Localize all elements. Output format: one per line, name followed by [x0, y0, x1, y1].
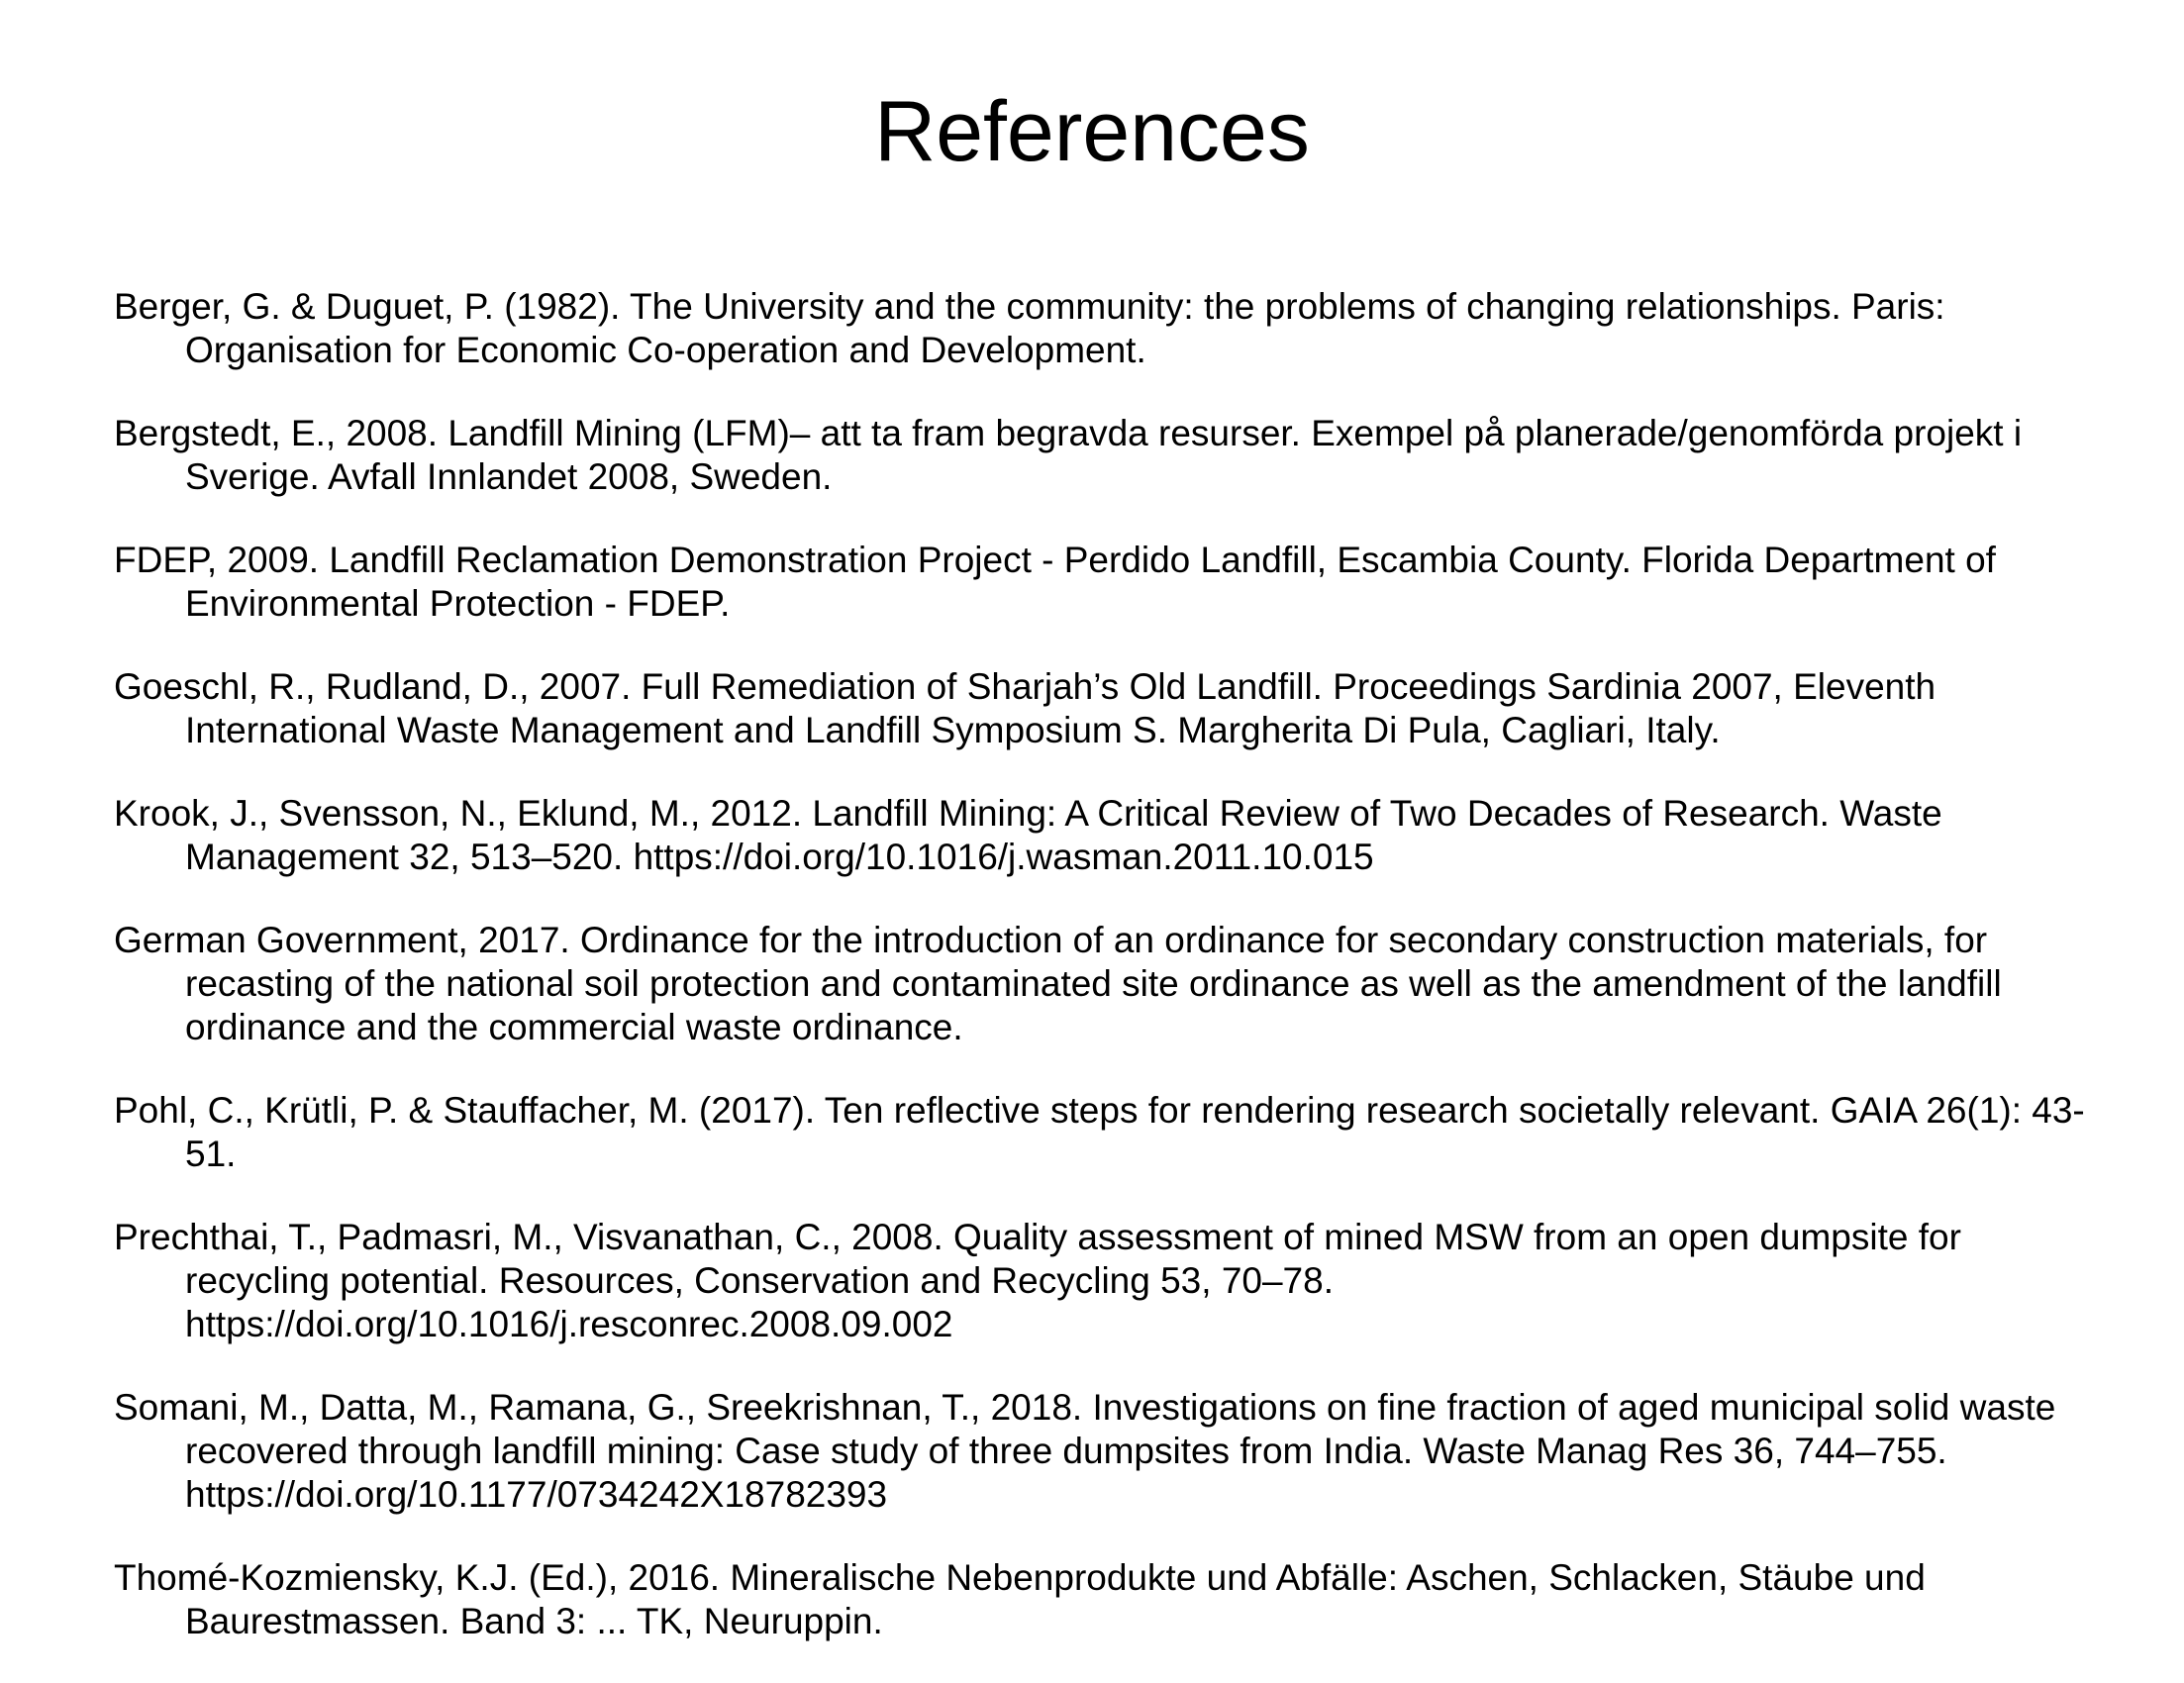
page-title: References — [874, 84, 1310, 179]
reference-list — [114, 285, 2104, 1683]
reference-item: FDEP, 2009. Landfill Reclamation Demonstration Project - Perdido Landfill, Escambia County. Florida Department of Environmental Protection - FDEP. — [114, 540, 1996, 624]
reference-item: Bergstedt, E., 2008. Landfill Mining (LFM)– att ta fram begravda resurser. Exempel på planerade/genomförda projekt i Sverige. Avfall Innlandet 2008, Sweden. — [114, 413, 2023, 497]
reference-item: Goeschl, R., Rudland, D., 2007. Full Remediation of Sharjah’s Old Landfill. Proceedings Sardinia 2007, Eleventh International Waste Management and Landfill Symposium S. Margherita Di Pula, Cagliari, Italy. — [114, 666, 1936, 750]
reference-item: Berger, G. & Duguet, P. (1982). The University and the community: the problems of changing relationships. Paris: Organisation for Economic Co-operation and Development. — [114, 286, 1945, 370]
reference-item: Pohl, C., Krütli, P. & Stauffacher, M. (2017). Ten reflective steps for rendering research societally relevant. GAIA 26(1): 43-51. — [114, 1090, 2085, 1174]
reference-item: Thomé-Kozmiensky, K.J. (Ed.), 2016. Mineralische Nebenprodukte und Abfälle: Aschen, Schlacken, Stäube und Baurestmassen. Band 3: ... TK, Neuruppin. — [114, 1557, 1926, 1641]
reference-item: German Government, 2017. Ordinance for the introduction of an ordinance for secondary construction materials, for recasting of the national soil protection and contaminated site ordinance as well as the amendment of the landfill ordinance and the commercial waste ordinance. — [114, 920, 2002, 1047]
reference-item: Somani, M., Datta, M., Ramana, G., Sreekrishnan, T., 2018. Investigations on fine fraction of aged municipal solid waste recovered through landfill mining: Case study of three dumpsites from India. Waste Manag Res 36, 744–755. https://doi.org/10.1177/0734242X18782393 — [114, 1387, 2056, 1515]
reference-item: Krook, J., Svensson, N., Eklund, M., 2012. Landfill Mining: A Critical Review of Two Decades of Research. Waste Management 32, 513–520. https://doi.org/10.1016/j.wasman.2011.10.015 — [114, 793, 1942, 877]
reference-item: Prechthai, T., Padmasri, M., Visvanathan, C., 2008. Quality assessment of mined MSW from an open dumpsite for recycling potential. Resources, Conservation and Recycling 53, 70–78. https://doi.org/10.1016/j.resconrec.2008.09.002 — [114, 1217, 1961, 1344]
